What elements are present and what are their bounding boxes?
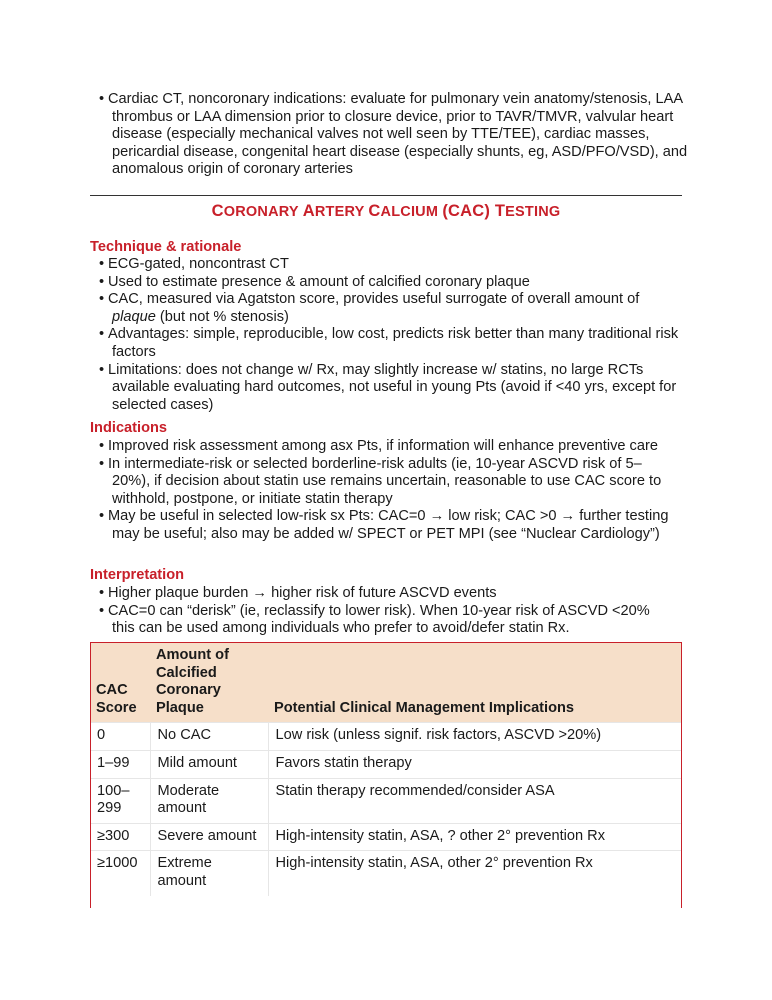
table-header-row [90,643,682,723]
interpretation-list [89,585,685,638]
header-plaque-amount: Amount of Calcified Coronary Plaque [150,643,268,723]
technique-heading: Technique & rationale [90,239,242,255]
table-row [90,778,682,823]
list-item: • Used to estimate presence & amount of calcified coronary plaque [99,273,530,290]
cell-amount: Extreme amount [150,851,268,896]
list-item: • May be useful in selected low-risk sx Pts: CAC=0 → low risk; CAC >0 → further testing may be useful; also may be added w/ SPECT or PET MPI (see “Nuclear Cardiology”) [99,508,669,542]
table-row [90,823,682,851]
page-bottom-mask [85,908,690,968]
cac-score-table [90,642,682,896]
intro-section [89,91,689,179]
cell-implication: Statin therapy recommended/consider ASA [268,778,682,823]
cell-score: 0 [90,723,150,751]
list-item: • CAC, measured via Agatston score, provides useful surrogate of overall amount of plaque (but not % stenosis) [99,291,640,325]
intro-text: Cardiac CT, noncoronary indications: evaluate for pulmonary vein anatomy/stenosis, LAA thrombus or LAA dimension prior to closure device, prior to TAVR/TMVR, valvular heart disease (especially mechanical valves not well seen by TTE/TEE), cardiac masses, pericardial disease, congenital heart disease (especially shunts, eg, ASD/PFO/VSD), and anomalous origin of coronary arteries [108,91,688,178]
cell-implication: Low risk (unless signif. risk factors, ASCVD >20%) [268,723,682,751]
list-item: • ECG-gated, noncontrast CT [99,256,289,272]
table-row [90,723,682,751]
cell-score: 100–299 [90,778,150,823]
cell-implication: Favors statin therapy [268,750,682,778]
list-item: • Higher plaque burden → higher risk of future ASCVD events [99,585,497,601]
list-item: • Limitations: does not change w/ Rx, may slightly increase w/ statins, no large RCTs available evaluating hard outcomes, not useful in young Pts (avoid if <40 yrs, except for selected cases) [99,361,677,413]
cell-score: ≥1000 [90,851,150,896]
indications-heading: Indications [90,420,168,436]
table-border-right [681,642,682,908]
cell-score: 1–99 [90,750,150,778]
list-item: • In intermediate-risk or selected borderline-risk adults (ie, 10-year ASCVD risk of 5–20%), if decision about statin use remains uncertain, reasonable to use CAC score to withhold, postpone, or initiate statin therapy [99,455,662,507]
header-cac-score: CAC Score [90,643,150,723]
technique-list [89,256,685,414]
cell-amount: Mild amount [150,750,268,778]
list-item: • Advantages: simple, reproducible, low cost, predicts risk better than many traditional risk factors [99,326,679,360]
list-item: • Improved risk assessment among asx Pts, if information will enhance preventive care [99,438,658,454]
cell-implication: High-intensity statin, ASA, other 2° prevention Rx [268,851,682,896]
bullet-marker: • [99,91,105,107]
indications-list [89,438,685,544]
interpretation-heading: Interpretation [90,567,185,583]
cell-amount: Severe amount [150,823,268,851]
intro-bullet [89,91,689,179]
list-item: • CAC=0 can “derisk” (ie, reclassify to lower risk). When 10-year risk of ASCVD <20% this can be used among individuals who prefer to avoid/defer statin Rx. [99,602,650,637]
header-implications: Potential Clinical Management Implications [268,643,682,723]
cell-amount: No CAC [150,723,268,751]
section-title: CORONARY ARTERY CALCIUM (CAC) TESTING [211,202,561,220]
cell-implication: High-intensity statin, ASA, ? other 2° prevention Rx [268,823,682,851]
table-border-left [90,642,91,908]
table-row [90,851,682,896]
cell-amount: Moderate amount [150,778,268,823]
section-divider [90,195,682,196]
table-row [90,750,682,778]
cell-score: ≥300 [90,823,150,851]
